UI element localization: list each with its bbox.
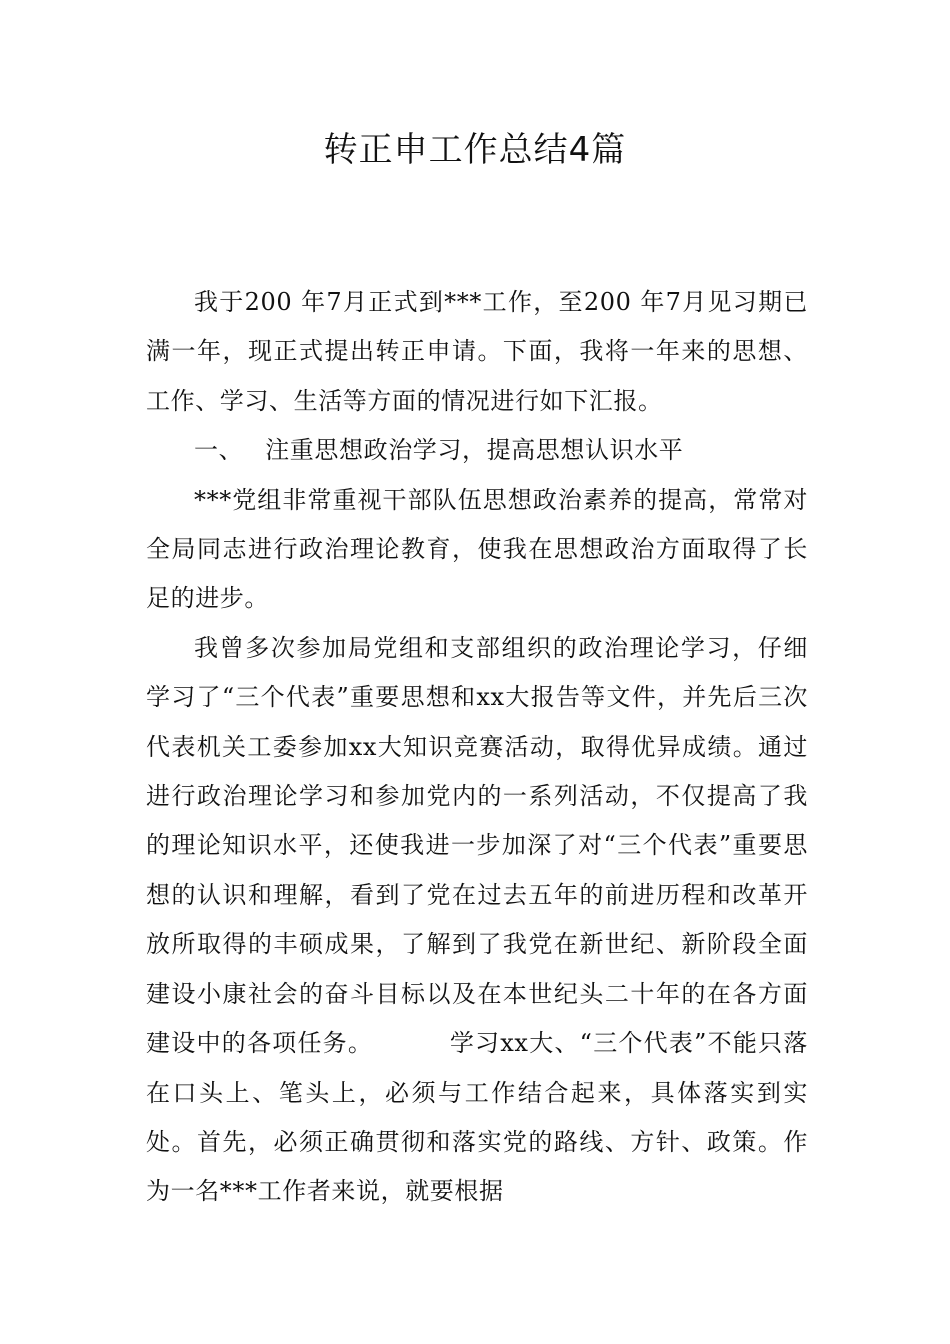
body-paragraph: ***党组非常重视干部队伍思想政治素养的提高，常常对全局同志进行政治理论教育，使我在思想政治方面取得了长足的进步。 [146, 485, 808, 613]
intro-paragraph: 我于200 年7月正式到***工作，至200 年7月见习期已满一年，现正式提出转正申请。下面，我将一年来的思想、工作、学习、生活等方面的情况进行如下汇报。 [146, 288, 808, 415]
document-body [146, 278, 808, 1217]
body-paragraph [146, 624, 808, 1217]
document-title: 转正申工作总结4篇 [323, 130, 627, 170]
section-heading-text: 注重思想政治学习，提高思想认识水平 [265, 436, 684, 465]
paragraph-continuation: 学习xx大、“三个代表”不能只落在口头上、笔头上，必须与工作结合起来，具体落实到实处。首先，必须正确贯彻和落实党的路线、方针、政策。作为一名***工作者来说，就要根据 [146, 1029, 808, 1206]
section-number: 一、 [194, 436, 244, 465]
section-heading [146, 426, 808, 475]
paragraph-text: 我曾多次参加局党组和支部组织的政治理论学习，仔细学习了“三个代表”重要思想和xx大报告等文件，并先后三次代表机关工委参加xx大知识竞赛活动，取得优异成绩。通过进行政治理论学习和参加党内的一系列活动，不仅提高了我的理论知识水平，还使我进一步加深了对“三个代表”重要思想的认识和理解，看到了党在过去五年的前进历程和改革开放所取得的丰硕成果，了解到了我党在新世纪、新阶段全面建设小康社会的奋斗目标以及在本世纪头二十年的在各方面建设中的各项任务。 [146, 633, 808, 1058]
